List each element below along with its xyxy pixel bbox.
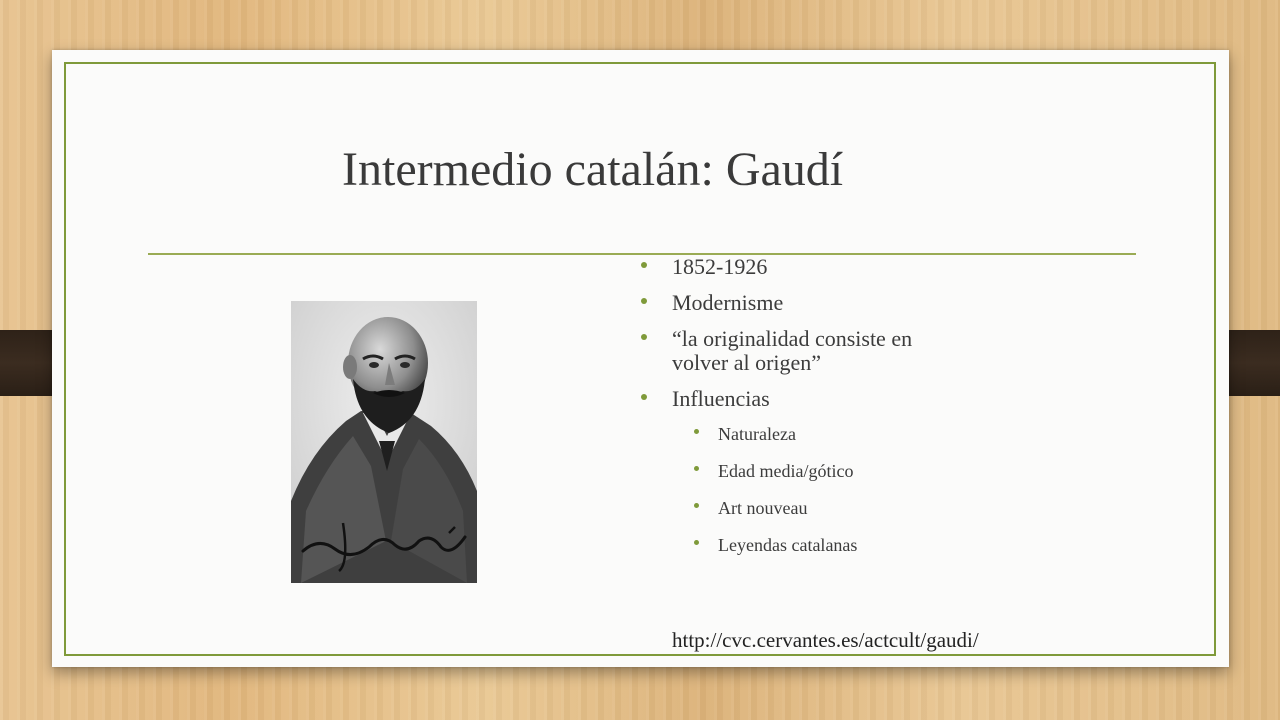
source-link[interactable]: http://cvc.cervantes.es/actcult/gaudi/ bbox=[672, 628, 979, 652]
sub-bullet-item: Naturaleza bbox=[620, 423, 1180, 445]
bullet-item: Influencias bbox=[620, 387, 1180, 411]
portrait-photo bbox=[291, 301, 477, 583]
sub-bullet-item: Edad media/gótico bbox=[620, 460, 1180, 482]
bullet-item: Modernisme bbox=[620, 291, 1180, 315]
bullet-list bbox=[620, 247, 1180, 571]
bullet-item: 1852-1926 bbox=[620, 255, 1180, 279]
sub-bullet-item: Art nouveau bbox=[620, 497, 1180, 519]
bullet-item: “la originalidad consiste en volver al origen” bbox=[620, 327, 972, 375]
slide bbox=[52, 50, 1229, 667]
sub-bullet-item: Leyendas catalanas bbox=[620, 534, 1180, 556]
slide-title: Intermedio catalán: Gaudí bbox=[342, 143, 844, 196]
